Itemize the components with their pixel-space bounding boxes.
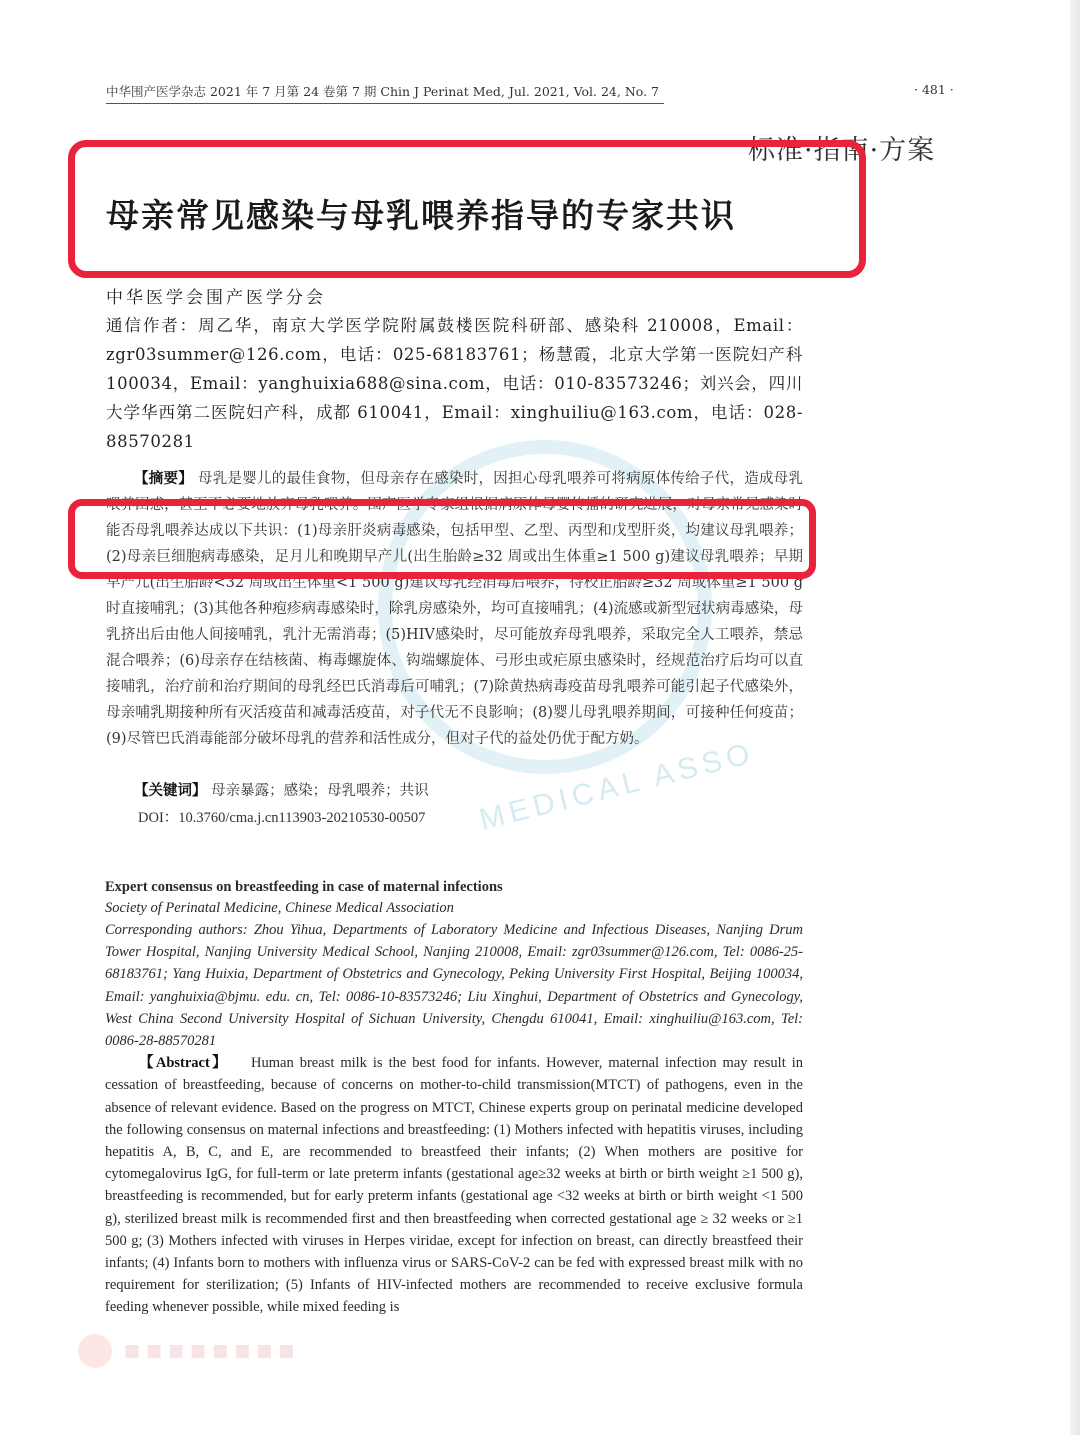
- doi: DOI：10.3760/cma.j.cn113903-20210530-00507: [138, 810, 426, 826]
- english-abstract: [105, 1052, 803, 1318]
- keywords-cn: [134, 779, 429, 800]
- english-abstract-label: 【Abstract】: [139, 1055, 230, 1072]
- abstract-cn-label: 【摘要】: [134, 470, 194, 487]
- article-title: 母亲常见感染与母乳喂养指导的专家共识: [106, 196, 736, 235]
- page-edge-shadow: [1070, 0, 1080, 1435]
- running-head: 中华围产医学杂志 2021 年 7 月第 24 卷第 7 期 Chin J Perinat Med, Jul. 2021, Vol. 24, No. 7: [106, 82, 664, 104]
- footer-watermark: ■■■■■■■■: [124, 1341, 301, 1361]
- corresponding-authors-cn: 通信作者：周乙华，南京大学医学院附属鼓楼医院科研部、感染科 210008，Email：zgr03summer@126.com，电话：025-68183761；杨慧霞，北京大学第一医院妇产科 100034，Email：yanghuixia688@sina.com，电话：010-83573246；刘兴会，四川大学华西第二医院妇产科，成都 610041，Email：xinghuiliu@163.com，电话：028-88570281: [106, 316, 803, 451]
- english-corresponding-authors: Corresponding authors: Zhou Yihua, Departments of Laboratory Medicine and Infectious Diseases, Nanjing Drum Tower Hospital, Nanjing University Medical School, Nanjing 210008, Email: zgr03summer@126.com, Tel: 0086-25-68183761; Yang Huixia, Department of Obstetrics and Gynecology, Peking University First Hospital, Beijing 100034, Email: yanghuixia@bjmu. edu. cn, Tel: 0086-10-83573246; Liu Xinghui, Department of Obstetrics and Gynecology, West China Second University Hospital of Sichuan University, Chengdu 610041, Email: xinghuiliu@163.com, Tel: 0086-28-88570281: [105, 922, 803, 1050]
- page-number: · 481 ·: [914, 82, 954, 97]
- abstract-cn-text: 母乳是婴儿的最佳食物，但母亲存在感染时，因担心母乳喂养可将病原体传给子代，造成母乳喂养困惑，甚至不必要地放弃母乳喂养。围产医学专家组根据病原体母婴传播的研究进展，对母亲常见感染时能否母乳喂养达成以下共识：(1)母亲肝炎病毒感染，包括甲型、乙型、丙型和戊型肝炎，均建议母乳喂养；(2)母亲巨细胞病毒感染，足月儿和晚期早产儿(出生胎龄≥32 周或出生体重≥1 500 g)建议母乳喂养；早期早产儿(出生胎龄<32 周或出生体重<1 500 g)建议母乳经消毒后喂养，待校正胎龄≥32 周或体重≥1 500 g时直接哺乳；(3)其他各种疱疹病毒感染时，除乳房感染外，均可直接哺乳；(4)流感或新型冠状病毒感染，母乳挤出后由他人间接哺乳，乳汁无需消毒；(5)HIV感染时，尽可能放弃母乳喂养，采取完全人工喂养，禁忌混合喂养；(6)母亲存在结核菌、梅毒螺旋体、钩端螺旋体、弓形虫或疟原虫感染时，经规范治疗后均可以直接哺乳，治疗前和治疗期间的母乳经巴氏消毒后可哺乳；(7)除黄热病毒疫苗母乳喂养可能引起子代感染外，母亲哺乳期接种所有灭活疫苗和减毒活疫苗，对子代无不良影响；(8)婴儿母乳喂养期间，可接种任何疫苗；(9)尽管巴氏消毒能部分破坏母乳的营养和活性成分，但对子代的益处仍优于配方奶。: [106, 471, 804, 747]
- watermark-text: MEDICAL ASSO: [476, 736, 758, 837]
- english-abstract-text: Human breast milk is the best food for infants. However, maternal infection may result in cessation of breastfeeding, because of concerns on mother-to-child transmission(MTCT) of pathogens, even in the absence of relevant evidence. Based on the progress on MTCT, Chinese experts group on perinatal medicine developed the following consensus on maternal infections and breastfeeding: (1) Mothers infected with hepatitis viruses, including hepatitis A, B, C, and E, are recommended to breastfeed their infants; (2) When mothers are positive for cytomegalovirus IgG, for full-term or late preterm infants (gestational age≥32 weeks at birth or birth weight ≥1 500 g), breastfeeding is recommended, but for early preterm infants (gestational age <32 weeks at birth or birth weight <1 500 g), sterilized breast milk is recommended first and then breastfeeding when corrected gestational age ≥ 32 weeks or ≥1 500 g; (3) Mothers infected with viruses in Herpes viridae, except for infection on breast, can directly breastfeed their infants; (4) Infants born to mothers with influenza virus or SARS-CoV-2 can be fed with expressed breast milk with no requirement for sterilization; (5) Infants of HIV-infected mothers are recommended to receive exclusive formula feeding whenever possible, while mixed feeding is: [105, 1055, 803, 1316]
- footer-journal-logo: [78, 1334, 112, 1368]
- keywords-cn-label: 【关键词】: [134, 782, 207, 799]
- keywords-cn-text: 母亲暴露；感染；母乳喂养；共识: [211, 783, 429, 799]
- abstract-cn: [106, 466, 803, 752]
- column-tag: 标准·指南·方案: [748, 135, 936, 166]
- english-abstract-block: [105, 877, 803, 1319]
- english-society: Society of Perinatal Medicine, Chinese Medical Association: [105, 900, 454, 916]
- english-title: Expert consensus on breastfeeding in case of maternal infections: [105, 879, 503, 895]
- society-cn: 中华医学会围产医学分会: [106, 288, 326, 308]
